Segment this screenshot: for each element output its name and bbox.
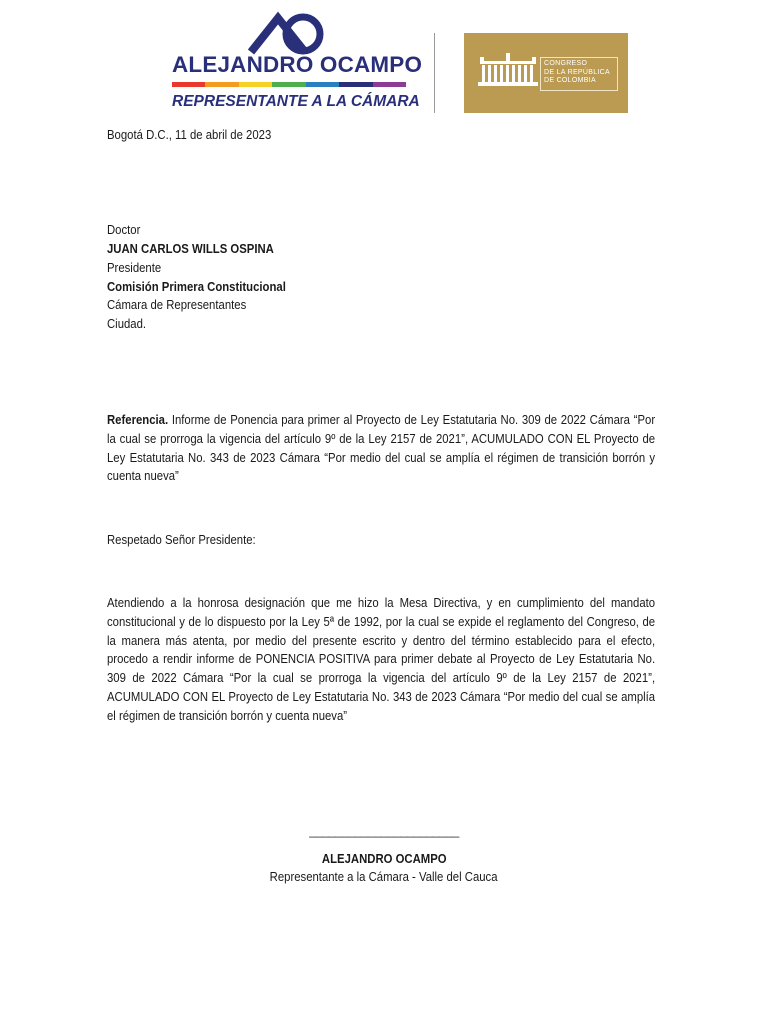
recipient-commission: Comisión Primera Constitucional: [107, 280, 286, 294]
brand-name: ALEJANDRO OCAMPO: [172, 52, 423, 77]
reference-paragraph: [107, 411, 655, 486]
signature-block: [230, 822, 538, 886]
recipient-name: JUAN CARLOS WILLS OSPINA: [107, 242, 274, 256]
signatory-title: Representante a la Cámara - Valle del Cauca: [270, 870, 498, 884]
congress-label: [544, 60, 610, 86]
recipient-city: Ciudad.: [107, 317, 147, 331]
recipient-position: Presidente: [107, 261, 162, 275]
congress-badge: [464, 33, 628, 113]
greeting: Respetado Señor Presidente:: [107, 533, 256, 547]
reference-label: Referencia.: [107, 413, 169, 427]
congress-line-3: DE COLOMBIA: [544, 77, 596, 84]
header-divider: [434, 33, 435, 113]
congress-line-1: CONGRESO: [544, 60, 588, 67]
signature-line: _______________________: [309, 824, 459, 838]
body-paragraph: Atendiendo a la honrosa designación que me hizo la Mesa Directiva, y en cumplimiento del mandato constitucional y de lo dispuesto por la Ley 5ª de 1992, por la cual se expide el reglamento del Congreso, de la manera más atenta, por medio del presente escrito y dentro del término establecido para el efecto, procedo a rendir informe de PONENCIA POSITIVA para primer debate al Proyecto de Ley Estatutaria No. 309 de 2022 Cámara “Por la cual se prorroga la vigencia del artículo 9º de la Ley 2157 de 2021”, ACUMULADO CON EL Proyecto de Ley Estatutaria No. 343 de 2023 Cámara “Por medio del cual se amplía el régimen de transición borrón y cuenta nueva”: [107, 596, 656, 723]
capitol-building-icon: [478, 51, 538, 93]
letterhead: [0, 0, 768, 120]
brand-color-stripe: [172, 82, 406, 87]
letter-date: Bogotá D.C., 11 de abril de 2023: [107, 128, 272, 142]
recipient-chamber: Cámara de Representantes: [107, 298, 247, 312]
recipient-title: Doctor: [107, 223, 141, 237]
signatory-name: ALEJANDRO OCAMPO: [321, 852, 447, 866]
brand-subtitle: REPRESENTANTE A LA CÁMARA: [172, 93, 420, 110]
reference-text: Informe de Ponencia para primer al Proyecto de Ley Estatutaria No. 309 de 2022 Cámara “Por la cual se prorroga la vigencia del artículo 9º de la Ley 2157 de 2021”, ACUMULADO CON EL Proyecto de Ley Estatutaria No. 343 de 2023 Cámara “Por medio del cual se amplía el régimen de transición borrón y cuenta nueva”: [107, 413, 656, 484]
congress-line-2: DE LA REPÚBLICA: [544, 68, 610, 76]
